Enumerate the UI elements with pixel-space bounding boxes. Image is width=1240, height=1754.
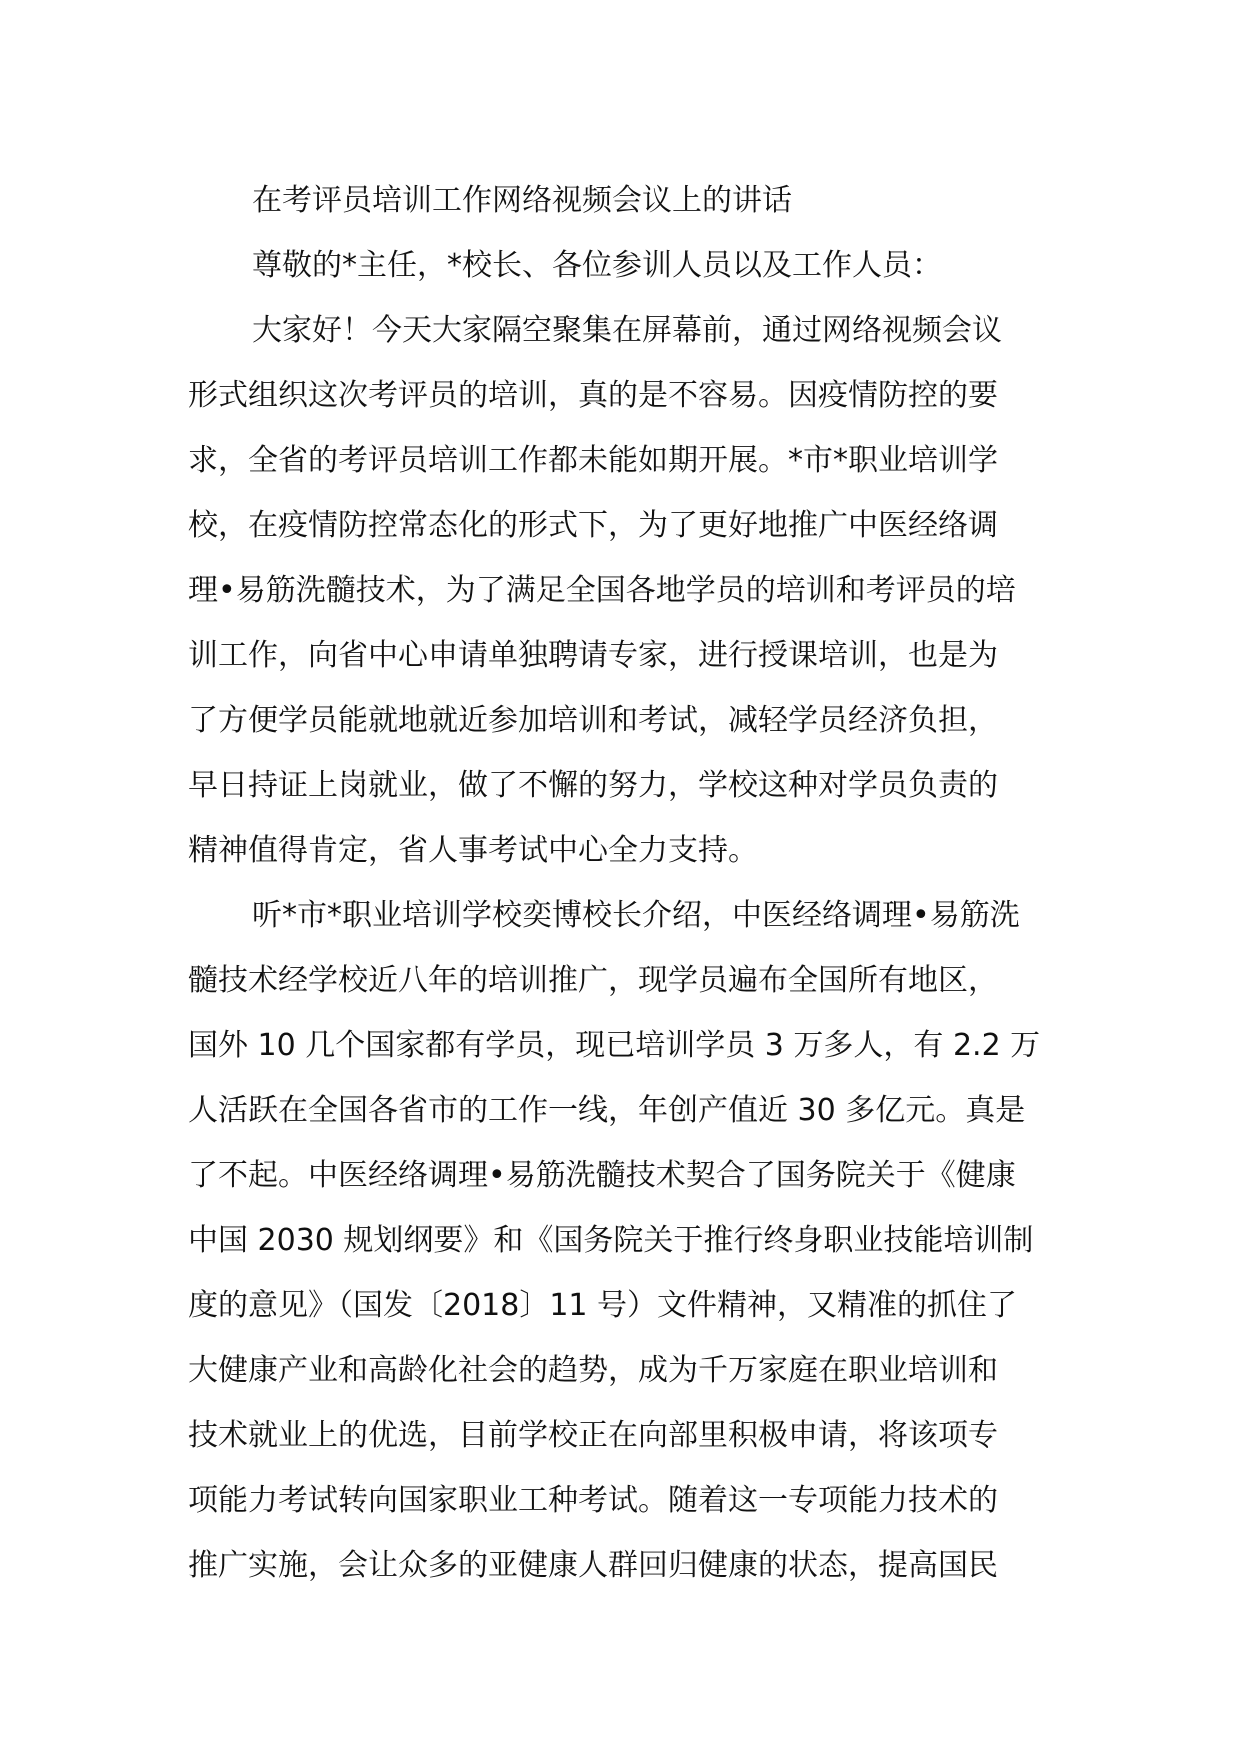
paragraph-1: 大家好！今天大家隔空聚集在屏幕前，通过网络视频会议 形式组织这次考评员的培训，真的是不容易。因疫情防控的要 求，全省的考评员培训工作都未能如期开展。*市*职业培训学 校，在疫情防控常态化的形式下，为了更好地推广中医经络调 理•易筋洗髓技术，为了满足全国各地学员的培训和考评员的培 训工作，向省中心申请单独聘请专家，进行授课培训，也是为 了方便学员能就地就近参加培训和考试，减轻学员经济负担， 早日持证上岗就业，做了不懈的努力，学校这种对学员负责的 精神值得肯定，省人事考试中心全力支持。	[188, 313, 1016, 868]
salutation: 尊敬的*主任，*校长、各位参训人员以及工作人员：	[252, 248, 942, 283]
paragraph-2: 听*市*职业培训学校奕博校长介绍，中医经络调理•易筋洗 髓技术经学校近八年的培训推广，现学员遍布全国所有地区， 国外 10 几个国家都有学员，现已培训学员 3 万多人，有 2.2 万 人活跃在全国各省市的工作一线，年创产值近 30 多亿元。真是 了不起。中医经络调理•易筋洗髓技术契合了国务院关于《健康 中国 2030 规划纲要》和《国务院关于推行终身职业技能培训制 度的意见》（国发〔2018〕11 号）文件精神，又精准的抓住了 大健康产业和高龄化社会的趋势，成为千万家庭在职业培训和 技术就业上的优选，目前学校正在向部里积极申请，将该项专 项能力考试转向国家职业工种考试。随着这一专项能力技术的 推广实施，会让众多的亚健康人群回归健康的状态，提高国民	[188, 898, 1041, 1583]
document-body	[188, 168, 1058, 1598]
speech-title: 在考评员培训工作网络视频会议上的讲话	[252, 183, 792, 218]
